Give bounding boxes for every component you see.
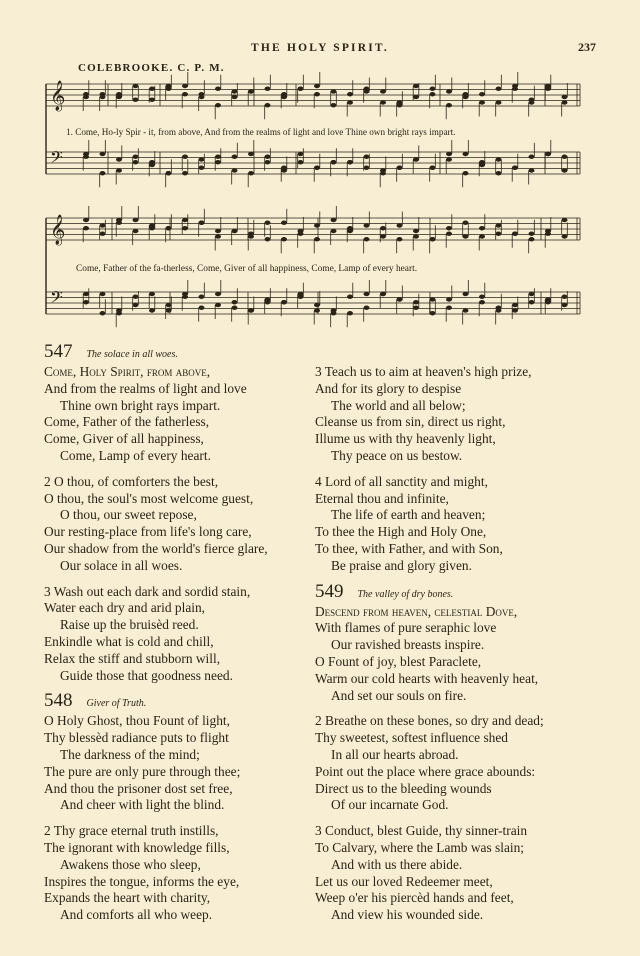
verse [315,474,605,575]
hymn-547 [44,341,314,684]
hymn-547-continued [315,364,605,575]
verse-line: And for its glory to despise [315,380,462,396]
verse-line: The pure are only pure through thee; [44,763,241,779]
verse-line: Point out the place where grace abounds: [315,763,536,779]
verse-line: O Holy Ghost, thou Fount of light, [44,713,230,729]
verse-line: Come, Lamp of every heart. [60,447,211,463]
hymn-number: 549 [315,580,344,602]
verse [44,364,314,465]
verse-line: 3 Wash out each dark and sordid stain, [44,583,251,599]
verse-line: Direct us to the bleeding wounds [315,780,492,796]
svg-text:𝄞: 𝄞 [50,81,66,111]
verse-line: And set our souls on fire. [331,687,467,703]
verse-line: Of our incarnate God. [331,797,449,813]
verse-line: O Fount of joy, blest Paraclete, [315,653,482,669]
verse-line: Let us our loved Redeemer meet, [315,873,493,889]
svg-text:𝄞: 𝄞 [50,215,66,245]
verse-line: Be praise and glory given. [331,557,472,573]
verse-line: Thy peace on us bestow. [331,447,463,463]
hymn-number: 548 [44,690,73,712]
verse-line: Our resting-place from life's long care, [44,524,252,540]
hymn-549 [315,580,605,924]
verse-line: 2 Breathe on these bones, so dry and dead; [315,713,544,729]
hymn-number: 547 [44,341,73,362]
verse-line: Cleanse us from sin, direct us right, [315,414,506,430]
verse-line: Enkindle what is cold and chill, [44,633,214,649]
verse-line: Descend from heaven, celestial Dove, [315,603,518,619]
hymn-subtitle: The solace in all woes. [86,349,178,360]
verse-line: Warm our cold hearts with heavenly heat, [315,670,539,686]
verse-line: 2 Thy grace eternal truth instills, [44,823,219,839]
hymn-subtitle: The valley of dry bones. [357,588,454,600]
svg-text:𝄢: 𝄢 [50,147,63,171]
verse-line: In all our hearts abroad. [331,746,459,762]
verse-line: Come, Giver of all happiness, [44,431,204,447]
verse-line: 3 Teach us to aim at heaven's high prize, [315,364,532,379]
tune-name: COLEBROOKE. C. P. M. [78,62,225,74]
page-header-title: THE HOLY SPIRIT. [251,42,389,54]
verse-line: 3 Conduct, blest Guide, thy sinner-train [315,823,528,839]
verse [44,584,314,685]
verse-line: Eternal thou and infinite, [315,490,449,506]
verse-line: With flames of pure seraphic love [315,620,497,636]
verse [44,713,314,814]
music-score [0,0,640,340]
left-column [44,341,314,924]
verse-line: And thou the prisoner dost set free, [44,780,233,796]
verse-line: Raise up the bruisèd reed. [60,617,199,633]
verse-line: And from the realms of light and love [44,380,247,396]
verse-line: Thy sweetest, softest influence shed [315,730,508,746]
verse-line: The world and all below; [331,397,466,413]
verse-line: The darkness of the mind; [60,746,200,762]
right-column [315,364,605,924]
verse-line: 2 O thou, of comforters the best, [44,473,219,489]
system1-lyric: 1. Come, Ho-ly Spir - it, from above, And from the realms of light and love Thine own bright rays impart. [66,127,456,137]
verse-line: And comforts all who weep. [60,907,213,923]
verse-line: O thou, our sweet repose, [60,507,197,523]
verse-line: Awakens those who sleep, [60,856,201,872]
verse-line: And view his wounded side. [331,907,484,923]
verse [315,823,605,924]
verse-line: To Calvary, where the Lamb was slain; [315,839,525,855]
verse-line: Water each dry and arid plain, [44,600,206,616]
verse-line: Come, Father of the fatherless, [44,414,210,430]
verse-line: Come, Holy Spirit, from above, [44,364,211,379]
hymn-subtitle: Giver of Truth. [86,698,147,710]
hymn-548 [44,690,314,924]
system2-lyric: Come, Father of the fa-therless, Come, Giver of all happiness, Come, Lamp of every heart. [76,264,418,274]
svg-text:𝄢: 𝄢 [50,287,63,311]
verse-line: And cheer with light the blind. [60,797,225,813]
verse-line: Guide those that goodness need. [60,667,233,683]
verse-line: Weep o'er his piercèd hands and feet, [315,890,514,906]
verse-line: The ignorant with knowledge fills, [44,839,230,855]
verse [44,823,314,924]
verse-line: Thy blessèd radiance puts to flight [44,730,229,746]
page-number: 237 [578,40,596,54]
verse-line: To thee, with Father, and with Son, [315,540,503,556]
verse-line: To thee the High and Holy One, [315,524,487,540]
verse-line: O thou, the soul's most welcome guest, [44,490,254,506]
verse-line: The life of earth and heaven; [331,507,486,523]
verse [315,604,605,705]
verse-line: Our ravished breasts inspire. [331,637,485,653]
verse-line: Our solace in all woes. [60,557,183,573]
verse-line: Inspires the tongue, informs the eye, [44,873,240,889]
verse-line: Thine own bright rays impart. [60,397,221,413]
verse [315,713,605,814]
verse-line: And with us there abide. [331,856,463,872]
verse-line: Our shadow from the world's fierce glare, [44,540,268,556]
verse-line: Expands the heart with charity, [44,890,211,906]
verse-line: Illume us with thy heavenly light, [315,431,496,447]
verse [315,364,605,465]
verse-line: Relax the stiff and stubborn will, [44,650,221,666]
verse-line: 4 Lord of all sanctity and might, [315,473,488,489]
verse [44,474,314,575]
